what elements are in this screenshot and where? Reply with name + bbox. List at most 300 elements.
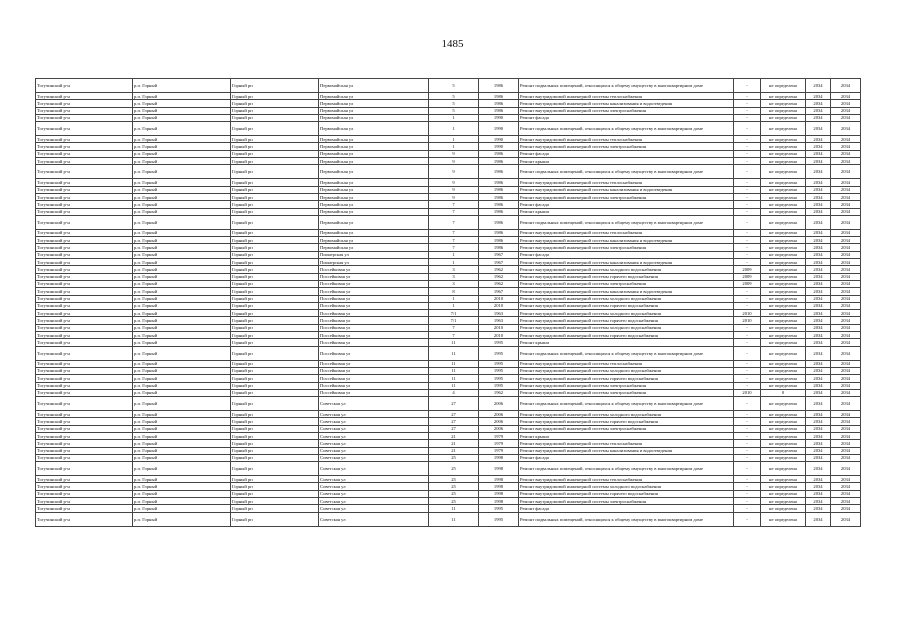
settlement-cell: р.п. Горный: [133, 288, 231, 295]
house-number-cell: 9: [429, 150, 479, 157]
table-row: [36, 483, 861, 490]
cost-cell: не определена: [761, 266, 806, 273]
street-cell: Первомайская ул: [319, 150, 429, 157]
cost-cell: не определена: [761, 280, 806, 287]
table-row: [36, 201, 861, 208]
settlement-cell: р.п. Горный: [133, 483, 231, 490]
table-row: [36, 259, 861, 266]
settlement-cell: р.п. Горный: [133, 280, 231, 287]
locality-cell: Горный рп: [231, 143, 319, 150]
house-number-cell: 11: [429, 360, 479, 367]
last-repair-year-cell: -: [734, 505, 761, 512]
last-repair-year-cell: 2009: [734, 280, 761, 287]
cost-cell: не определена: [761, 432, 806, 439]
plan-start-cell: 2034: [806, 93, 831, 100]
plan-end-cell: 2034: [831, 498, 861, 505]
district-cell: Тогучинский р-н: [36, 418, 133, 425]
street-cell: Пocсейковая ул: [319, 317, 429, 324]
locality-cell: Горный рп: [231, 512, 319, 526]
street-cell: Пионерская ул: [319, 259, 429, 266]
settlement-cell: р.п. Горный: [133, 382, 231, 389]
cost-cell: не определена: [761, 295, 806, 302]
cost-cell: не определена: [761, 114, 806, 121]
settlement-cell: р.п. Горный: [133, 179, 231, 186]
cost-cell: не определена: [761, 122, 806, 136]
table-row: [36, 382, 861, 389]
settlement-cell: р.п. Горный: [133, 454, 231, 461]
build-year-cell: 2010: [479, 332, 519, 339]
plan-end-cell: 2034: [831, 215, 861, 229]
street-cell: Советская ул: [319, 483, 429, 490]
street-cell: Первомайская ул: [319, 229, 429, 236]
plan-end-cell: 2034: [831, 93, 861, 100]
settlement-cell: р.п. Горный: [133, 295, 231, 302]
table-row: [36, 165, 861, 179]
build-year-cell: 1995: [479, 346, 519, 360]
locality-cell: Горный рп: [231, 295, 319, 302]
plan-end-cell: 2034: [831, 266, 861, 273]
plan-end-cell: 2034: [831, 100, 861, 107]
house-number-cell: 7: [429, 229, 479, 236]
plan-start-cell: 2034: [806, 273, 831, 280]
locality-cell: Горный рп: [231, 360, 319, 367]
plan-end-cell: 2034: [831, 476, 861, 483]
work-type-cell: Ремонт крыши: [519, 208, 734, 215]
settlement-cell: р.п. Горный: [133, 136, 231, 143]
work-type-cell: Ремонт внутридомовой инженерной системы теплоснабжения: [519, 360, 734, 367]
locality-cell: Горный рп: [231, 122, 319, 136]
last-repair-year-cell: -: [734, 150, 761, 157]
build-year-cell: 1995: [479, 367, 519, 374]
table-row: [36, 114, 861, 121]
table-row: [36, 411, 861, 418]
build-year-cell: 1986: [479, 237, 519, 244]
district-cell: Тогучинский р-н: [36, 79, 133, 93]
build-year-cell: 1990: [479, 136, 519, 143]
build-year-cell: 1986: [479, 208, 519, 215]
last-repair-year-cell: -: [734, 100, 761, 107]
plan-end-cell: 2034: [831, 411, 861, 418]
last-repair-year-cell: -: [734, 229, 761, 236]
plan-start-cell: 2034: [806, 339, 831, 346]
last-repair-year-cell: -: [734, 498, 761, 505]
cost-cell: 0: [761, 389, 806, 396]
locality-cell: Горный рп: [231, 375, 319, 382]
plan-start-cell: 2034: [806, 158, 831, 165]
plan-start-cell: 2034: [806, 107, 831, 114]
locality-cell: Горный рп: [231, 454, 319, 461]
table-row: [36, 447, 861, 454]
build-year-cell: 1986: [479, 215, 519, 229]
district-cell: Тогучинский р-н: [36, 122, 133, 136]
plan-start-cell: 2034: [806, 332, 831, 339]
locality-cell: Горный рп: [231, 332, 319, 339]
cost-cell: не определена: [761, 454, 806, 461]
street-cell: Первомайская ул: [319, 93, 429, 100]
plan-end-cell: 2034: [831, 512, 861, 526]
house-number-cell: 21: [429, 447, 479, 454]
plan-end-cell: 2034: [831, 79, 861, 93]
street-cell: Советская ул: [319, 512, 429, 526]
table-row: [36, 339, 861, 346]
locality-cell: Горный рп: [231, 237, 319, 244]
work-type-cell: Ремонт внутридомовой инженерной системы канализования и водоотведения: [519, 100, 734, 107]
work-type-cell: Ремонт подвальных помещений, относящихся к общему имуществу в многоквартирном доме: [519, 462, 734, 476]
street-cell: Пocсейковая ул: [319, 360, 429, 367]
district-cell: Тогучинский р-н: [36, 447, 133, 454]
plan-end-cell: 2034: [831, 454, 861, 461]
district-cell: Тогучинский р-н: [36, 201, 133, 208]
locality-cell: Горный рп: [231, 259, 319, 266]
build-year-cell: 2006: [479, 411, 519, 418]
plan-start-cell: 2034: [806, 208, 831, 215]
plan-end-cell: 2034: [831, 122, 861, 136]
district-cell: Тогучинский р-н: [36, 375, 133, 382]
plan-start-cell: 2034: [806, 425, 831, 432]
locality-cell: Горный рп: [231, 324, 319, 331]
locality-cell: Горный рп: [231, 432, 319, 439]
district-cell: Тогучинский р-н: [36, 360, 133, 367]
plan-end-cell: 2034: [831, 280, 861, 287]
locality-cell: Горный рп: [231, 165, 319, 179]
last-repair-year-cell: -: [734, 122, 761, 136]
settlement-cell: р.п. Горный: [133, 418, 231, 425]
district-cell: Тогучинский р-н: [36, 186, 133, 193]
work-type-cell: Ремонт внутридомовой инженерной системы канализования и водоотведения: [519, 447, 734, 454]
locality-cell: Горный рп: [231, 397, 319, 411]
cost-cell: не определена: [761, 158, 806, 165]
plan-end-cell: 2034: [831, 143, 861, 150]
street-cell: Советская ул: [319, 397, 429, 411]
cost-cell: не определена: [761, 208, 806, 215]
district-cell: Тогучинский р-н: [36, 425, 133, 432]
cost-cell: не определена: [761, 288, 806, 295]
house-number-cell: 11: [429, 346, 479, 360]
locality-cell: Горный рп: [231, 367, 319, 374]
settlement-cell: р.п. Горный: [133, 498, 231, 505]
settlement-cell: р.п. Горный: [133, 339, 231, 346]
plan-end-cell: 2034: [831, 432, 861, 439]
last-repair-year-cell: -: [734, 114, 761, 121]
plan-start-cell: 2034: [806, 411, 831, 418]
build-year-cell: 2010: [479, 302, 519, 309]
table-row: [36, 79, 861, 93]
house-number-cell: 7: [429, 208, 479, 215]
locality-cell: Горный рп: [231, 346, 319, 360]
build-year-cell: 1986: [479, 244, 519, 251]
cost-cell: не определена: [761, 505, 806, 512]
last-repair-year-cell: -: [734, 237, 761, 244]
locality-cell: Горный рп: [231, 179, 319, 186]
table-row: [36, 324, 861, 331]
table-row: [36, 251, 861, 258]
table-row: [36, 346, 861, 360]
plan-end-cell: 2034: [831, 425, 861, 432]
last-repair-year-cell: -: [734, 411, 761, 418]
locality-cell: Горный рп: [231, 186, 319, 193]
settlement-cell: р.п. Горный: [133, 317, 231, 324]
district-cell: Тогучинский р-н: [36, 483, 133, 490]
cost-cell: не определена: [761, 346, 806, 360]
street-cell: Пocсейковая ул: [319, 332, 429, 339]
plan-start-cell: 2034: [806, 505, 831, 512]
house-number-cell: 7: [429, 201, 479, 208]
work-type-cell: Ремонт внутридомовой инженерной системы горячего водоснабжения: [519, 302, 734, 309]
house-number-cell: 9: [429, 158, 479, 165]
last-repair-year-cell: -: [734, 476, 761, 483]
settlement-cell: р.п. Горный: [133, 100, 231, 107]
plan-start-cell: 2034: [806, 266, 831, 273]
street-cell: Советская ул: [319, 411, 429, 418]
plan-end-cell: 2034: [831, 346, 861, 360]
cost-cell: не определена: [761, 79, 806, 93]
locality-cell: Горный рп: [231, 483, 319, 490]
street-cell: Пocсейковая ул: [319, 339, 429, 346]
cost-cell: не определена: [761, 310, 806, 317]
house-number-cell: 5: [429, 107, 479, 114]
cost-cell: не определена: [761, 498, 806, 505]
locality-cell: Горный рп: [231, 136, 319, 143]
district-cell: Тогучинский р-н: [36, 512, 133, 526]
street-cell: Пocсейковая ул: [319, 375, 429, 382]
work-type-cell: Ремонт внутридомовой инженерной системы канализования и водоотведения: [519, 237, 734, 244]
build-year-cell: 1998: [479, 490, 519, 497]
last-repair-year-cell: -: [734, 259, 761, 266]
plan-start-cell: 2034: [806, 346, 831, 360]
district-cell: Тогучинский р-н: [36, 411, 133, 418]
street-cell: Пионерская ул: [319, 251, 429, 258]
district-cell: Тогучинский р-н: [36, 266, 133, 273]
plan-start-cell: 2034: [806, 440, 831, 447]
house-number-cell: 1: [429, 136, 479, 143]
house-number-cell: 27: [429, 411, 479, 418]
plan-end-cell: 2034: [831, 483, 861, 490]
table-row: [36, 490, 861, 497]
house-number-cell: 25: [429, 454, 479, 461]
district-cell: Тогучинский р-н: [36, 229, 133, 236]
last-repair-year-cell: -: [734, 93, 761, 100]
build-year-cell: 2006: [479, 418, 519, 425]
street-cell: Пocсейковая ул: [319, 266, 429, 273]
last-repair-year-cell: -: [734, 512, 761, 526]
plan-start-cell: 2034: [806, 193, 831, 200]
locality-cell: Горный рп: [231, 310, 319, 317]
plan-end-cell: 2034: [831, 158, 861, 165]
plan-end-cell: 2034: [831, 259, 861, 266]
work-type-cell: Ремонт внутридомовой инженерной системы электроснабжения: [519, 280, 734, 287]
settlement-cell: р.п. Горный: [133, 79, 231, 93]
settlement-cell: р.п. Горный: [133, 302, 231, 309]
build-year-cell: 1986: [479, 79, 519, 93]
settlement-cell: р.п. Горный: [133, 266, 231, 273]
settlement-cell: р.п. Горный: [133, 273, 231, 280]
table-row: [36, 512, 861, 526]
work-type-cell: Ремонт внутридомовой инженерной системы горячего водоснабжения: [519, 317, 734, 324]
last-repair-year-cell: -: [734, 483, 761, 490]
cost-cell: не определена: [761, 332, 806, 339]
last-repair-year-cell: -: [734, 201, 761, 208]
plan-end-cell: 2034: [831, 237, 861, 244]
street-cell: Советская ул: [319, 454, 429, 461]
settlement-cell: р.п. Горный: [133, 490, 231, 497]
work-type-cell: Ремонт подвальных помещений, относящихся к общему имуществу в многоквартирном доме: [519, 512, 734, 526]
work-type-cell: Ремонт фасада: [519, 150, 734, 157]
build-year-cell: 1986: [479, 158, 519, 165]
work-type-cell: Ремонт внутридомовой инженерной системы холодного водоснабжения: [519, 266, 734, 273]
cost-cell: не определена: [761, 360, 806, 367]
house-number-cell: 27: [429, 418, 479, 425]
cost-cell: не определена: [761, 476, 806, 483]
work-type-cell: Ремонт крыши: [519, 339, 734, 346]
locality-cell: Горный рп: [231, 317, 319, 324]
street-cell: Первомайская ул: [319, 237, 429, 244]
work-type-cell: Ремонт внутридомовой инженерной системы холодного водоснабжения: [519, 324, 734, 331]
build-year-cell: 1986: [479, 179, 519, 186]
district-cell: Тогучинский р-н: [36, 302, 133, 309]
table-row: [36, 237, 861, 244]
locality-cell: Горный рп: [231, 418, 319, 425]
last-repair-year-cell: -: [734, 432, 761, 439]
last-repair-year-cell: -: [734, 332, 761, 339]
build-year-cell: 1986: [479, 150, 519, 157]
house-number-cell: 1: [429, 114, 479, 121]
build-year-cell: 1967: [479, 259, 519, 266]
district-cell: Тогучинский р-н: [36, 208, 133, 215]
plan-end-cell: 2034: [831, 310, 861, 317]
plan-end-cell: 2034: [831, 114, 861, 121]
table-row: [36, 454, 861, 461]
plan-start-cell: 2034: [806, 165, 831, 179]
plan-start-cell: 2034: [806, 100, 831, 107]
build-year-cell: 1990: [479, 122, 519, 136]
plan-start-cell: 2034: [806, 483, 831, 490]
settlement-cell: р.п. Горный: [133, 512, 231, 526]
settlement-cell: р.п. Горный: [133, 237, 231, 244]
plan-end-cell: 2034: [831, 229, 861, 236]
district-cell: Тогучинский р-н: [36, 114, 133, 121]
street-cell: Пocсейковая ул: [319, 295, 429, 302]
district-cell: Тогучинский р-н: [36, 389, 133, 396]
table-row: [36, 100, 861, 107]
build-year-cell: 1986: [479, 107, 519, 114]
plan-start-cell: 2034: [806, 237, 831, 244]
table-row: [36, 310, 861, 317]
cost-cell: не определена: [761, 397, 806, 411]
plan-end-cell: 2034: [831, 389, 861, 396]
district-cell: Тогучинский р-н: [36, 143, 133, 150]
street-cell: Советская ул: [319, 447, 429, 454]
plan-end-cell: 2034: [831, 317, 861, 324]
street-cell: Советская ул: [319, 440, 429, 447]
table-body: [36, 79, 861, 527]
street-cell: Советская ул: [319, 490, 429, 497]
house-number-cell: 21: [429, 432, 479, 439]
cost-cell: не определена: [761, 143, 806, 150]
locality-cell: Горный рп: [231, 339, 319, 346]
plan-end-cell: 2034: [831, 179, 861, 186]
table-row: [36, 208, 861, 215]
house-number-cell: 25: [429, 476, 479, 483]
cost-cell: не определена: [761, 324, 806, 331]
last-repair-year-cell: -: [734, 165, 761, 179]
table-row: [36, 107, 861, 114]
street-cell: Пocсейковая ул: [319, 324, 429, 331]
table-row: [36, 280, 861, 287]
plan-end-cell: 2034: [831, 339, 861, 346]
cost-cell: не определена: [761, 100, 806, 107]
street-cell: Первомайская ул: [319, 201, 429, 208]
house-number-cell: 1: [429, 302, 479, 309]
street-cell: Первомайская ул: [319, 208, 429, 215]
cost-cell: не определена: [761, 136, 806, 143]
settlement-cell: р.п. Горный: [133, 505, 231, 512]
locality-cell: Горный рп: [231, 425, 319, 432]
locality-cell: Горный рп: [231, 150, 319, 157]
locality-cell: Горный рп: [231, 389, 319, 396]
work-type-cell: Ремонт внутридомовой инженерной системы горячего водоснабжения: [519, 375, 734, 382]
house-number-cell: 7: [429, 324, 479, 331]
table-row: [36, 375, 861, 382]
locality-cell: Горный рп: [231, 79, 319, 93]
build-year-cell: 1986: [479, 100, 519, 107]
street-cell: Первомайская ул: [319, 179, 429, 186]
plan-start-cell: 2034: [806, 122, 831, 136]
cost-cell: не определена: [761, 447, 806, 454]
work-type-cell: Ремонт крыши: [519, 432, 734, 439]
last-repair-year-cell: -: [734, 490, 761, 497]
work-type-cell: Ремонт внутридомовой инженерной системы теплоснабжения: [519, 136, 734, 143]
build-year-cell: 1963: [479, 310, 519, 317]
house-number-cell: 11: [429, 375, 479, 382]
work-type-cell: Ремонт внутридомовой инженерной системы горячего водоснабжения: [519, 418, 734, 425]
work-type-cell: Ремонт внутридомовой инженерной системы холодного водоснабжения: [519, 367, 734, 374]
plan-start-cell: 2034: [806, 114, 831, 121]
work-type-cell: Ремонт фасада: [519, 114, 734, 121]
locality-cell: Горный рп: [231, 208, 319, 215]
table-row: [36, 158, 861, 165]
settlement-cell: р.п. Горный: [133, 251, 231, 258]
build-year-cell: 2010: [479, 324, 519, 331]
district-cell: Тогучинский р-н: [36, 346, 133, 360]
locality-cell: Горный рп: [231, 215, 319, 229]
house-number-cell: 27: [429, 397, 479, 411]
work-type-cell: Ремонт внутридомовой инженерной системы теплоснабжения: [519, 476, 734, 483]
locality-cell: Горный рп: [231, 266, 319, 273]
work-type-cell: Ремонт крыши: [519, 158, 734, 165]
district-cell: Тогучинский р-н: [36, 490, 133, 497]
house-number-cell: 9: [429, 179, 479, 186]
settlement-cell: р.п. Горный: [133, 375, 231, 382]
house-number-cell: 25: [429, 498, 479, 505]
street-cell: Первомайская ул: [319, 158, 429, 165]
cost-cell: не определена: [761, 251, 806, 258]
last-repair-year-cell: -: [734, 397, 761, 411]
house-number-cell: 7/1: [429, 317, 479, 324]
build-year-cell: 1998: [479, 454, 519, 461]
district-cell: Тогучинский р-н: [36, 136, 133, 143]
settlement-cell: р.п. Горный: [133, 215, 231, 229]
plan-start-cell: 2034: [806, 454, 831, 461]
last-repair-year-cell: -: [734, 339, 761, 346]
last-repair-year-cell: -: [734, 302, 761, 309]
table-row: [36, 360, 861, 367]
plan-start-cell: 2034: [806, 476, 831, 483]
cost-cell: не определена: [761, 339, 806, 346]
last-repair-year-cell: -: [734, 418, 761, 425]
plan-start-cell: 2034: [806, 229, 831, 236]
locality-cell: Горный рп: [231, 476, 319, 483]
build-year-cell: 1995: [479, 382, 519, 389]
